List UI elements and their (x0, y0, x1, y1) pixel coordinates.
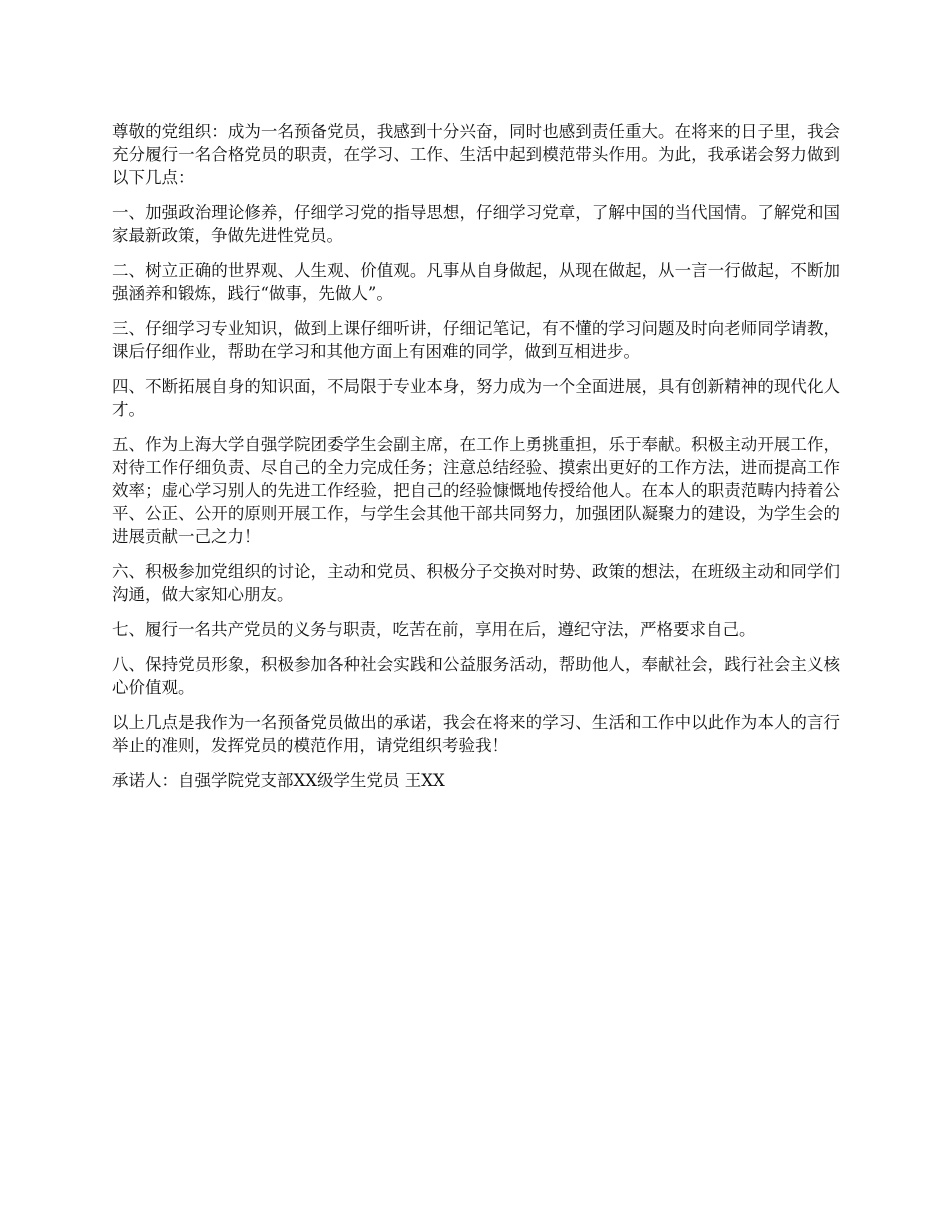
paragraph-item-3: 三、仔细学习专业知识，做到上课仔细听讲，仔细记笔记，有不懂的学习问题及时向老师同学请教，课后仔细作业，帮助在学习和其他方面上有困难的同学，做到互相进步。 (112, 319, 840, 361)
paragraph-item-5: 五、作为上海大学自强学院团委学生会副主席，在工作上勇挑重担，乐于奉献。积极主动开展工作，对待工作仔细负责、尽自己的全力完成任务；注意总结经验、摸索出更好的工作方法，进而提高工作效率；虚心学习别人的先进工作经验，把自己的经验慷慨地传授给他人。在本人的职责范畴内持着公平、公正、公开的原则开展工作，与学生会其他干部共同努力，加强团队凝聚力的建设，为学生会的进展贡献一己之力！ (112, 435, 840, 546)
paragraph-intro: 尊敬的党组织：成为一名预备党员，我感到十分兴奋，同时也感到责任重大。在将来的日子里，我会充分履行一名合格党员的职责，在学习、工作、生活中起到模范带头作用。为此，我承诺会努力做到以下几点： (112, 122, 840, 187)
paragraph-item-2: 二、树立正确的世界观、人生观、价值观。凡事从自身做起，从现在做起，从一言一行做起，不断加强涵养和锻炼，践行“做事，先做人”。 (112, 261, 840, 303)
paragraph-item-7: 七、履行一名共产党员的义务与职责，吃苦在前，享用在后，遵纪守法，严格要求自己。 (112, 620, 756, 639)
paragraph-conclusion: 以上几点是我作为一名预备党员做出的承诺，我会在将来的学习、生活和工作中以此作为本人的言行举止的准则，发挥党员的模范作用，请党组织考验我！ (112, 713, 840, 755)
paragraph-item-8: 八、保持党员形象，积极参加各种社会实践和公益服务活动，帮助他人，奉献社会，践行社会主义核心价值观。 (112, 655, 840, 697)
paragraph-item-6: 六、积极参加党组织的讨论，主动和党员、积极分子交换对时势、政策的想法，在班级主动和同学们沟通，做大家知心朋友。 (112, 562, 840, 604)
document-body (112, 120, 840, 792)
signature-line: 承诺人：自强学院党支部XX级学生党员 王XX (112, 771, 445, 790)
paragraph-item-4: 四、不断拓展自身的知识面，不局限于专业本身，努力成为一个全面进展，具有创新精神的现代化人才。 (112, 377, 840, 419)
paragraph-item-1: 一、加强政治理论修养，仔细学习党的指导思想，仔细学习党章，了解中国的当代国情。了解党和国家最新政策，争做先进性党员。 (112, 203, 840, 245)
